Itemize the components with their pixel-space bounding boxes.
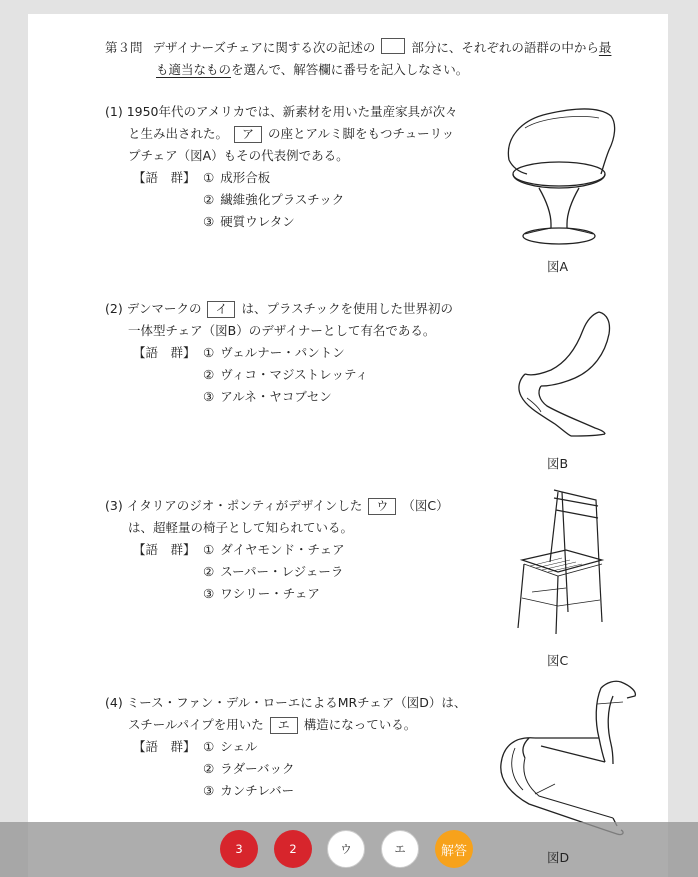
term-group-3: 【語 群】 ① ダイヤモンド・チェア ② スーパー・レジェーラ ③ ワシリー・チェア xyxy=(133,539,455,605)
figure-b-caption: 図B xyxy=(547,456,569,471)
option-3-1: ① ダイヤモンド・チェア xyxy=(203,542,345,557)
answer-button-e[interactable]: エ xyxy=(381,830,419,868)
answer-button-a[interactable]: 3 xyxy=(220,830,258,868)
option-4-1: ① シェル xyxy=(203,739,258,754)
option-1-1: ① 成形合板 xyxy=(203,170,271,185)
option-4-3: ③ カンチレバー xyxy=(203,783,295,798)
figure-b-panton-chair xyxy=(505,308,645,440)
option-4-2: ② ラダーバック xyxy=(203,761,295,776)
question-4: (4) ミース・ファン・デル・ローエによるMRチェア（図D）は、 スチールパイプを用いた エ 構造になっている。 【語 群】 ① シェル ② ラダーバック ③ カンチレバー xyxy=(105,692,455,802)
blank-e: エ xyxy=(270,717,298,734)
figure-c-superleggera-chair xyxy=(510,488,650,636)
answer-button-i[interactable]: 2 xyxy=(274,830,312,868)
term-group-1: 【語 群】 ① 成形合板 ② 繊維強化プラスチック ③ 硬質ウレタン xyxy=(133,167,455,233)
option-3-3: ③ ワシリー・チェア xyxy=(203,586,320,601)
answer-button-u[interactable]: ウ xyxy=(327,830,365,868)
question-number: 第３問 xyxy=(105,40,143,55)
option-2-3: ③ アルネ・ヤコブセン xyxy=(203,389,332,404)
submit-answer-button[interactable]: 解答 xyxy=(435,830,473,868)
figure-d-caption: 図D xyxy=(547,850,570,865)
option-1-3: ③ 硬質ウレタン xyxy=(203,214,295,229)
question-instructions: 第３問 デザイナーズチェアに関する次の記述の 部分に、それぞれの語群の中から最 も適当なものを選んで、解答欄に番号を記入しなさい。 xyxy=(105,40,612,77)
figure-d-mr-chair xyxy=(495,678,635,842)
blank-box-example xyxy=(381,38,405,54)
figure-a-caption: 図A xyxy=(547,259,569,274)
question-1: (1) 1950年代のアメリカでは、新素材を用いた量産家具が次々 と生み出された。 ア の座とアルミ脚をもつチューリッ プチェア（図A）もその代表例である。 【語 群】 ① 成形合板 ② 繊維強化プラスチック ③ 硬質ウレタン xyxy=(105,101,455,233)
term-group-2: 【語 群】 ① ヴェルナー・パントン ② ヴィコ・マジストレッティ ③ アルネ・ヤコブセン xyxy=(133,342,455,408)
blank-a: ア xyxy=(234,126,262,143)
option-2-1: ① ヴェルナー・パントン xyxy=(203,345,345,360)
question-2: (2) デンマークの イ は、プラスチックを使用した世界初の 一体型チェア（図B）のデザイナーとして有名である。 【語 群】 ① ヴェルナー・パントン ② ヴィコ・マジストレッティ ③ アルネ・ヤコブセン xyxy=(105,298,455,408)
option-3-2: ② スーパー・レジェーラ xyxy=(203,564,344,579)
blank-i: イ xyxy=(207,301,235,318)
term-group-4: 【語 群】 ① シェル ② ラダーバック ③ カンチレバー xyxy=(133,736,455,802)
question-3: (3) イタリアのジオ・ポンティがデザインした ウ （図C） は、超軽量の椅子として知られている。 【語 群】 ① ダイヤモンド・チェア ② スーパー・レジェーラ ③ ワシリー・チェア xyxy=(105,495,455,605)
option-2-2: ② ヴィコ・マジストレッティ xyxy=(203,367,368,382)
figure-c-caption: 図C xyxy=(547,653,569,668)
blank-u: ウ xyxy=(368,498,396,515)
option-1-2: ② 繊維強化プラスチック xyxy=(203,192,345,207)
figure-a-tulip-chair xyxy=(495,102,635,250)
